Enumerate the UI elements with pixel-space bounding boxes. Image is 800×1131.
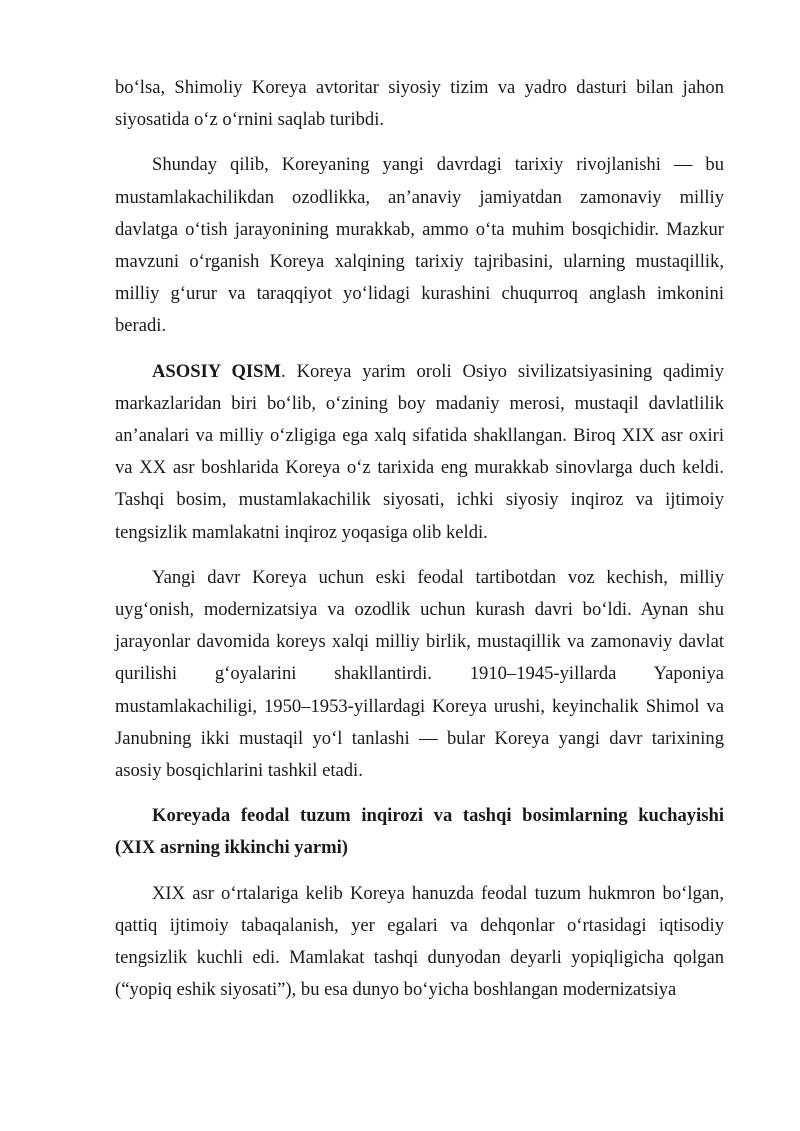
- document-page: [115, 72, 724, 1019]
- paragraph-main-part: [115, 356, 724, 549]
- paragraph-continuation: bo‘lsa, Shimoliy Koreya avtoritar siyosiy tizim va yadro dasturi bilan jahon siyosatida o‘z o‘rnini saqlab turibdi.: [115, 77, 724, 131]
- section-heading: Koreyada feodal tuzum inqirozi va tashqi bosimlarning kuchayishi (XIX asrning ikkinchi yarmi): [115, 805, 724, 859]
- paragraph-new-era: Yangi davr Koreya uchun eski feodal tartibotdan voz kechish, milliy uyg‘onish, modernizatsiya va ozodlik uchun kurash davri bo‘ldi. Aynan shu jarayonlar davomida koreys xalqi milliy birlik, mustaqillik va zamonaviy davlat qurilishi g‘oyalarini shakllantirdi. 1910–1945-yillarda Yaponiya mustamlakachiligi, 1950–1953-yillardagi Koreya urushi, keyinchalik Shimol va Janubning ikki mustaqil yo‘l tanlashi — bular Koreya yangi davr tarixining asosiy bosqichlarini tashkil etadi.: [115, 566, 724, 782]
- paragraph-conclusion: Shunday qilib, Koreyaning yangi davrdagi tarixiy rivojlanishi — bu mustamlakachilikdan ozodlikka, an’anaviy jamiyatdan zamonaviy milliy davlatga o‘tish jarayonining murakkab, ammo o‘ta muhim bosqichidir. Mazkur mavzuni o‘rganish Koreya xalqining tarixiy tajribasini, ularning mustaqillik, milliy g‘urur va taraqqiyot yo‘lidagi kurashini chuqurroq anglash imkonini beradi.: [115, 154, 724, 337]
- section-label-asosiy-qism: ASOSIY QISM: [152, 360, 282, 382]
- paragraph-feudal-crisis: XIX asr o‘rtalariga kelib Koreya hanuzda feodal tuzum hukmron bo‘lgan, qattiq ijtimoiy tabaqalanish, yer egalari va dehqonlar o‘rtasidagi iqtisodiy tengsizlik kuchli edi. Mamlakat tashqi dunyodan deyarli yopiqligicha qolgan (“yopiq eshik siyosati”), bu esa dunyo bo‘yicha boshlangan modernizatsiya: [115, 882, 724, 1001]
- paragraph-main-part-text: . Koreya yarim oroli Osiyo sivilizatsiyasining qadimiy markazlaridan biri bo‘lib, o‘zining boy madaniy merosi, mustaqil davlatlilik an’analari va milliy o‘zligiga ega xalq sifatida shakllangan. Biroq XIX asr oxiri va XX asr boshlarida Koreya o‘z tarixida eng murakkab sinovlarga duch keldi. Tashqi bosim, mustamlakachilik siyosati, ichki siyosiy inqiroz va ijtimoiy tengsizlik mamlakatni inqiroz yoqasiga olib keldi.: [115, 360, 724, 543]
